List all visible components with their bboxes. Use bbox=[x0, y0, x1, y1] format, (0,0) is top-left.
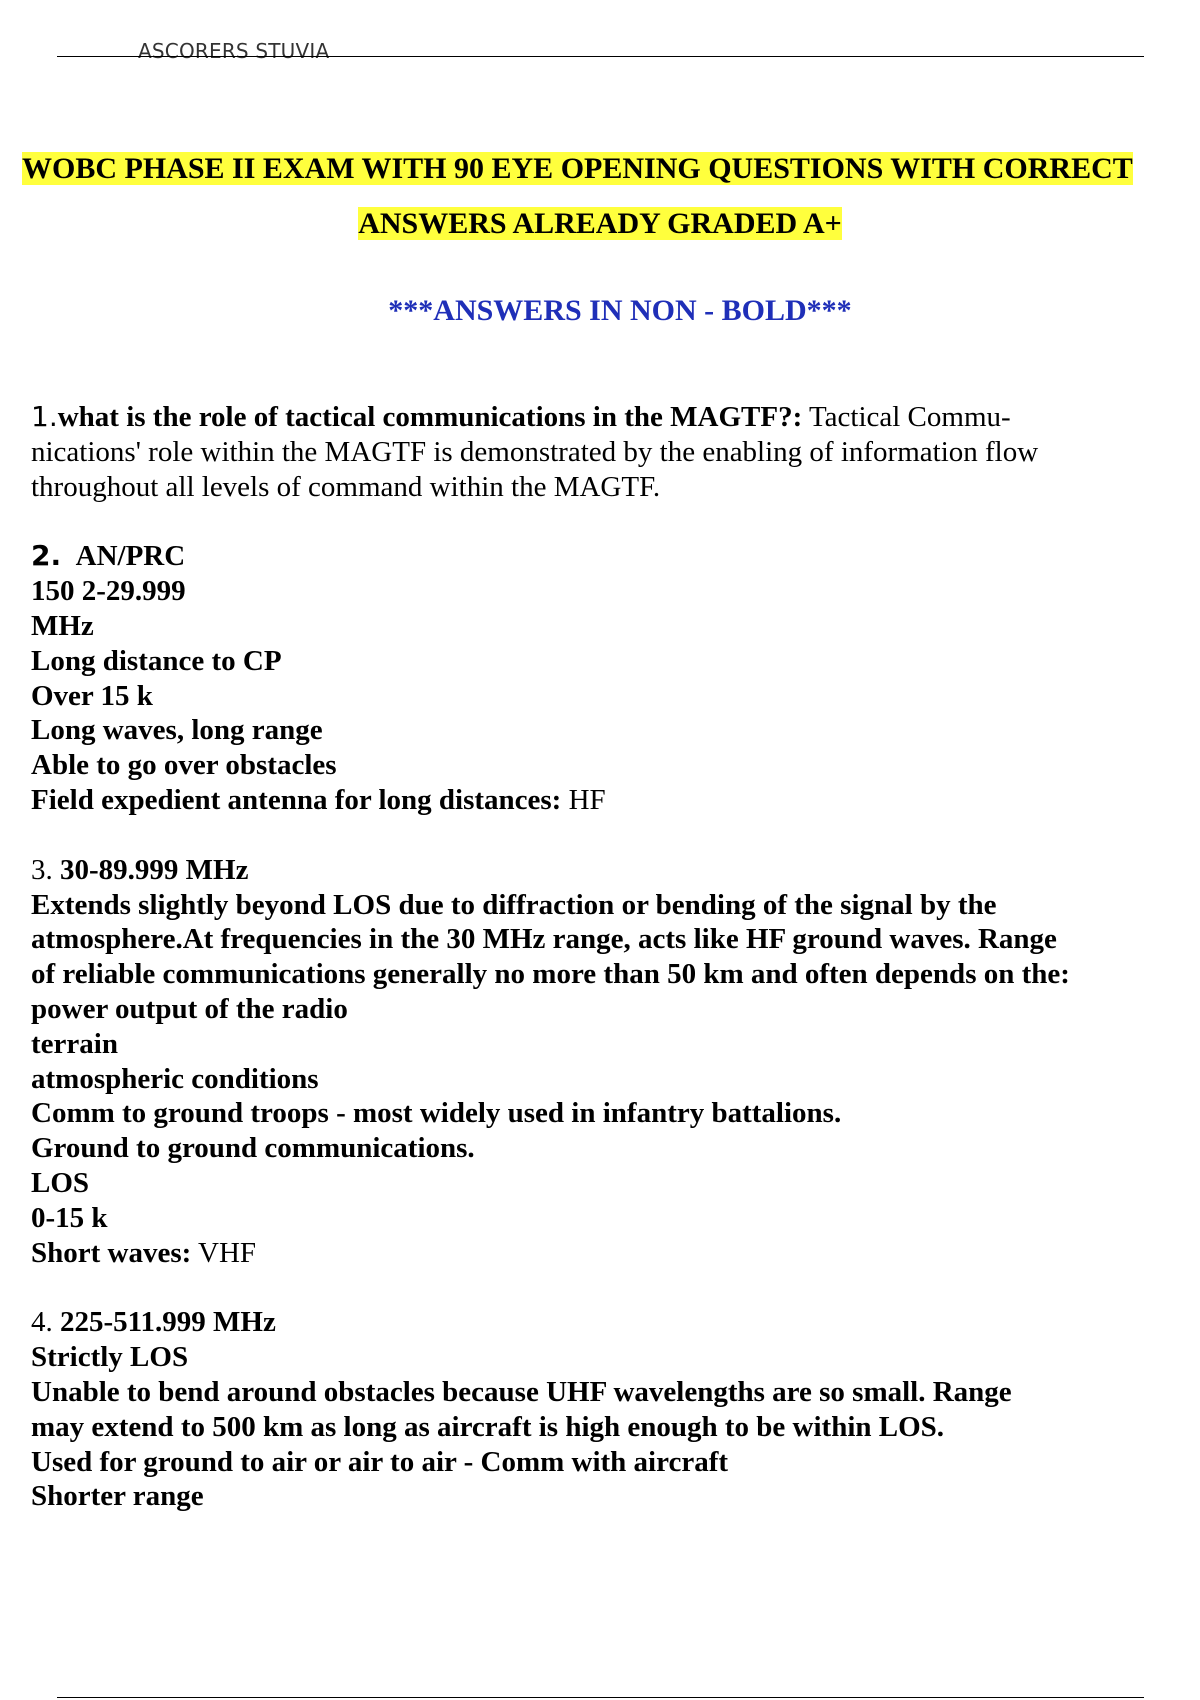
question-text: Unable to bend around obstacles because UHF wavelengths are so small. Range bbox=[31, 1375, 1012, 1408]
question-text: 150 2-29.999 bbox=[31, 575, 186, 608]
question-line bbox=[31, 609, 1200, 644]
question-line bbox=[31, 679, 1200, 714]
question-text: Ground to ground communications. bbox=[31, 1132, 475, 1165]
question-text: may extend to 500 km as long as aircraft is high enough to be within LOS. bbox=[31, 1410, 945, 1443]
question-text: of reliable communications generally no more than 50 km and often depends on the: bbox=[31, 958, 1070, 991]
header-rule bbox=[57, 56, 1144, 57]
question-text: 0-15 k bbox=[31, 1201, 108, 1234]
question-2 bbox=[31, 539, 1200, 817]
question-line bbox=[31, 748, 1200, 783]
question-line bbox=[31, 992, 1200, 1027]
question-line bbox=[31, 574, 1200, 609]
question-1-line-1 bbox=[31, 400, 1200, 435]
question-text: Short waves: bbox=[31, 1236, 192, 1269]
question-text: LOS bbox=[31, 1166, 90, 1199]
answer-text: HF bbox=[561, 783, 606, 816]
title-highlight-2: ANSWERS ALREADY GRADED A+ bbox=[358, 207, 842, 240]
question-text: Long distance to CP bbox=[31, 644, 282, 677]
question-line bbox=[31, 1201, 1200, 1236]
question-text: Over 15 k bbox=[31, 679, 153, 712]
question-line bbox=[31, 1166, 1200, 1201]
question-text: Comm to ground troops - most widely used in infantry battalions. bbox=[31, 1097, 842, 1130]
question-line bbox=[31, 1340, 1200, 1375]
footer-rule bbox=[57, 1697, 1144, 1698]
question-line bbox=[31, 1027, 1200, 1062]
document-title-line-2 bbox=[22, 207, 1178, 241]
question-number: 4. bbox=[31, 1306, 53, 1339]
question-line bbox=[31, 644, 1200, 679]
question-number: 1. bbox=[31, 400, 58, 433]
question-text: Long waves, long range bbox=[31, 714, 323, 747]
title-highlight-1: WOBC PHASE II EXAM WITH 90 EYE OPENING QUESTIONS WITH CORRECT bbox=[22, 152, 1133, 185]
question-1 bbox=[31, 400, 1200, 504]
page-header-text: ASCORERS STUVIA bbox=[138, 39, 330, 63]
question-3 bbox=[31, 853, 1200, 1271]
question-text: 225-511.999 MHz bbox=[60, 1306, 276, 1339]
question-text: 30-89.999 MHz bbox=[60, 853, 249, 886]
question-line bbox=[31, 1479, 1200, 1514]
answer-text: VHF bbox=[191, 1236, 257, 1269]
question-text: terrain bbox=[31, 1027, 118, 1060]
question-line bbox=[31, 853, 1200, 888]
question-text: Shorter range bbox=[31, 1480, 204, 1513]
question-line bbox=[31, 1096, 1200, 1131]
question-line bbox=[31, 1375, 1200, 1410]
question-text: AN/PRC bbox=[75, 540, 186, 573]
question-text: atmospheric conditions bbox=[31, 1062, 319, 1095]
question-line bbox=[31, 1445, 1200, 1480]
question-line bbox=[31, 783, 1200, 818]
question-text: Used for ground to air or air to air - Comm with aircraft bbox=[31, 1445, 729, 1478]
question-text: power output of the radio bbox=[31, 992, 348, 1025]
question-text: MHz bbox=[31, 609, 94, 642]
question-4 bbox=[31, 1305, 1200, 1514]
question-text: Strictly LOS bbox=[31, 1341, 189, 1374]
answer-text: Tactical Commu- bbox=[802, 401, 1011, 433]
question-text: Field expedient antenna for long distances: bbox=[31, 783, 562, 816]
answer-line: throughout all levels of command within the MAGTF. bbox=[31, 470, 661, 503]
question-text: Extends slightly beyond LOS due to diffraction or bending of the signal by the bbox=[31, 888, 997, 921]
question-line bbox=[31, 957, 1200, 992]
question-number: 2. bbox=[31, 539, 62, 573]
question-line bbox=[31, 1410, 1200, 1445]
question-line bbox=[31, 1236, 1200, 1271]
question-number: 3. bbox=[31, 853, 53, 886]
question-text: atmosphere.At frequencies in the 30 MHz range, acts like HF ground waves. Range bbox=[31, 923, 1057, 956]
document-title-line-1 bbox=[22, 152, 1200, 186]
question-line bbox=[31, 1305, 1200, 1340]
question-line bbox=[31, 888, 1200, 923]
question-text: Able to go over obstacles bbox=[31, 749, 337, 782]
document-body bbox=[31, 400, 1200, 1549]
question-line bbox=[31, 713, 1200, 748]
answer-line: nications' role within the MAGTF is demonstrated by the enabling of information flow bbox=[31, 435, 1039, 468]
question-line bbox=[31, 539, 1200, 574]
question-text: what is the role of tactical communications in the MAGTF?: bbox=[57, 401, 803, 433]
question-line bbox=[31, 922, 1200, 957]
question-line bbox=[31, 1131, 1200, 1166]
question-line bbox=[31, 1062, 1200, 1097]
answers-note: ***ANSWERS IN NON - BOLD*** bbox=[388, 294, 852, 327]
